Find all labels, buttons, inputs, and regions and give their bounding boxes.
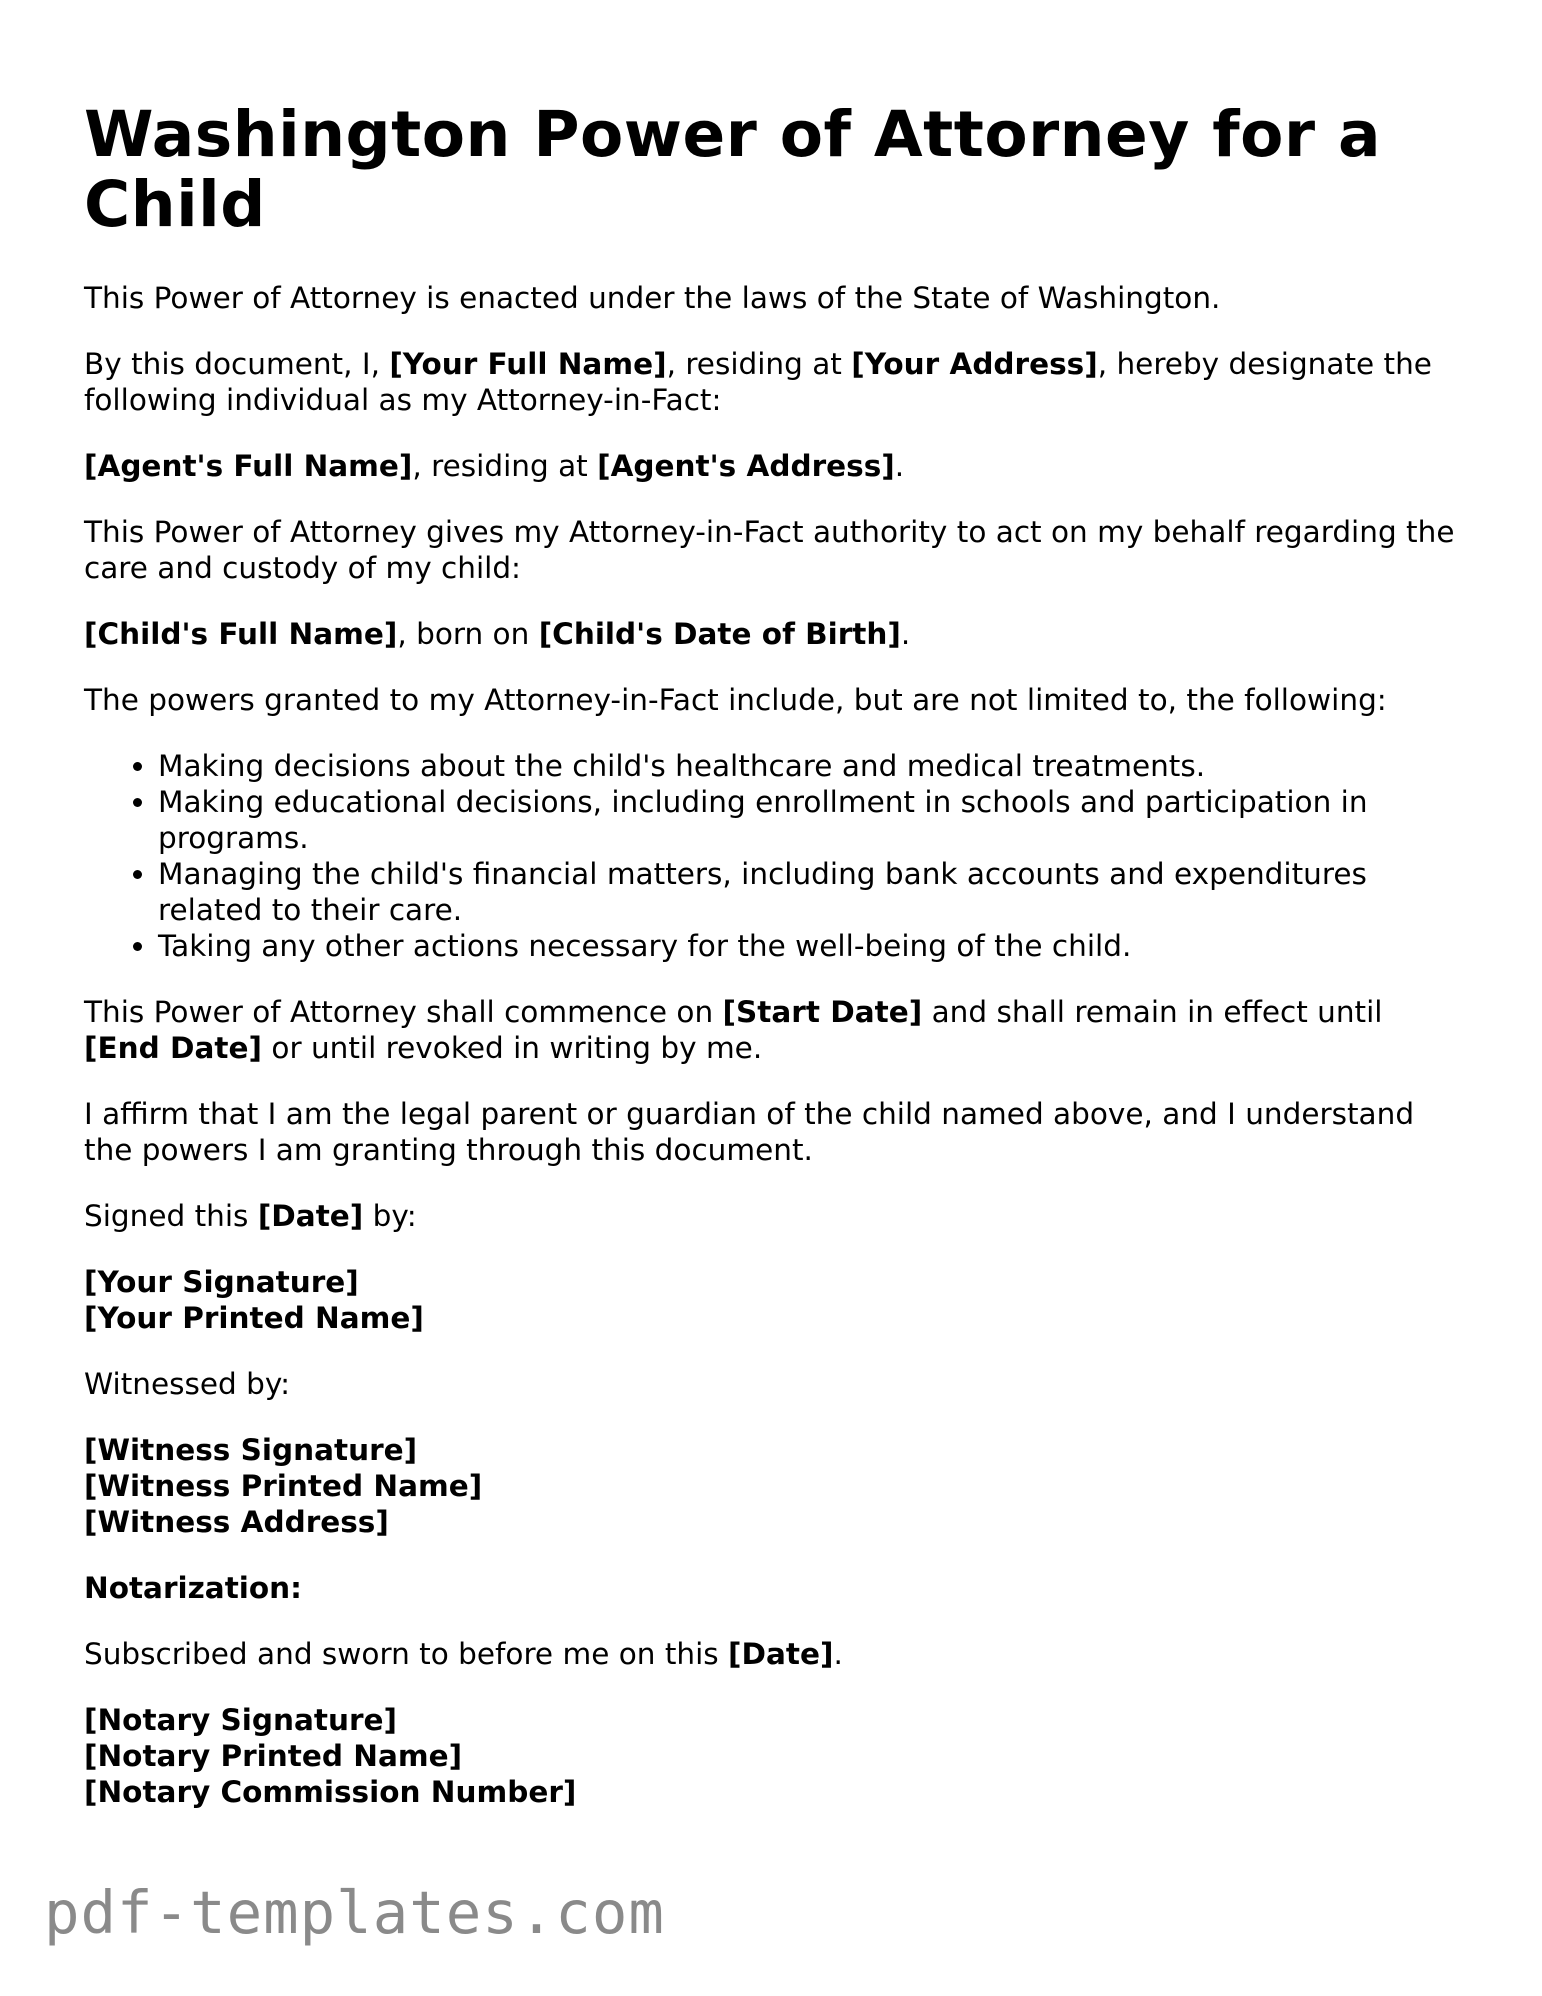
agent-paragraph bbox=[84, 448, 1464, 484]
signed-suffix: by: bbox=[363, 1199, 417, 1233]
list-item: • Making educational decisions, including enrollment in schools and participation in programs. bbox=[158, 784, 1464, 856]
designation-suffix: , hereby designate the following individual as my Attorney-in-Fact: bbox=[84, 347, 1432, 417]
list-item: • Taking any other actions necessary for the well-being of the child. bbox=[158, 928, 1464, 964]
designation-mid: , residing at bbox=[666, 347, 852, 381]
witness-address-field: [Witness Address] bbox=[84, 1505, 389, 1539]
term-suffix: or until revoked in writing by me. bbox=[262, 1031, 763, 1065]
witness-signature-field: [Witness Signature] bbox=[84, 1433, 418, 1467]
designation-paragraph bbox=[84, 346, 1464, 418]
your-signature-field: [Your Signature] bbox=[84, 1265, 359, 1299]
notarization-heading-text: Notarization: bbox=[84, 1571, 302, 1605]
child-dob-field: [Child's Date of Birth] bbox=[538, 617, 901, 651]
agent-mid: , residing at bbox=[412, 449, 598, 483]
document-title: Washington Power of Attorney for a Child bbox=[84, 98, 1381, 241]
child-paragraph bbox=[84, 616, 1464, 652]
your-address-field: [Your Address] bbox=[851, 347, 1098, 381]
child-end: . bbox=[900, 617, 911, 651]
agent-end: . bbox=[894, 449, 905, 483]
signed-prefix: Signed this bbox=[84, 1199, 258, 1233]
sworn-end: . bbox=[833, 1637, 843, 1671]
signed-paragraph bbox=[84, 1198, 1464, 1234]
term-prefix: This Power of Attorney shall commence on bbox=[84, 995, 723, 1029]
end-date-field: [End Date] bbox=[84, 1031, 263, 1065]
authority-paragraph: This Power of Attorney gives my Attorney-in-Fact authority to act on my behalf regarding the care and custody of my child: bbox=[84, 515, 1455, 585]
your-printed-name-field: [Your Printed Name] bbox=[84, 1301, 424, 1335]
agent-address-field: [Agent's Address] bbox=[597, 449, 895, 483]
notary-block bbox=[84, 1702, 1464, 1810]
document-page bbox=[84, 100, 1464, 1840]
notary-signature-field: [Notary Signature] bbox=[84, 1703, 398, 1737]
term-mid: and shall remain in effect until bbox=[922, 995, 1383, 1029]
list-item: • Managing the child's financial matters, including bank accounts and expenditures related to their care. bbox=[158, 856, 1464, 928]
list-item: • Making decisions about the child's healthcare and medical treatments. bbox=[158, 748, 1464, 784]
your-full-name-field: [Your Full Name] bbox=[389, 347, 667, 381]
sworn-prefix: Subscribed and sworn to before me on this bbox=[84, 1637, 729, 1671]
child-name-field: [Child's Full Name] bbox=[84, 617, 398, 651]
affirmation-paragraph: I affirm that I am the legal parent or guardian of the child named above, and I understand the powers I am granting through this document. bbox=[84, 1097, 1415, 1167]
witness-block bbox=[84, 1432, 1464, 1540]
intro-paragraph: This Power of Attorney is enacted under the laws of the State of Washington. bbox=[84, 281, 1221, 315]
start-date-field: [Start Date] bbox=[722, 995, 923, 1029]
sworn-paragraph bbox=[84, 1636, 1464, 1672]
notary-commission-field: [Notary Commission Number] bbox=[84, 1775, 577, 1809]
witnessed-by-label: Witnessed by: bbox=[84, 1367, 291, 1401]
powers-list bbox=[84, 748, 1464, 964]
term-paragraph bbox=[84, 994, 1464, 1066]
signer-block bbox=[84, 1264, 1464, 1336]
witness-printed-name-field: [Witness Printed Name] bbox=[84, 1469, 483, 1503]
agent-name-field: [Agent's Full Name] bbox=[84, 449, 413, 483]
signed-date-field: [Date] bbox=[257, 1199, 364, 1233]
notary-printed-name-field: [Notary Printed Name] bbox=[84, 1739, 463, 1773]
designation-prefix: By this document, I, bbox=[84, 347, 390, 381]
powers-intro: The powers granted to my Attorney-in-Fact include, but are not limited to, the following: bbox=[84, 683, 1387, 717]
watermark-text: pdf-templates.com bbox=[44, 1878, 665, 1947]
child-mid: , born on bbox=[397, 617, 539, 651]
notarization-heading bbox=[84, 1570, 1464, 1606]
sworn-date-field: [Date] bbox=[728, 1637, 834, 1671]
